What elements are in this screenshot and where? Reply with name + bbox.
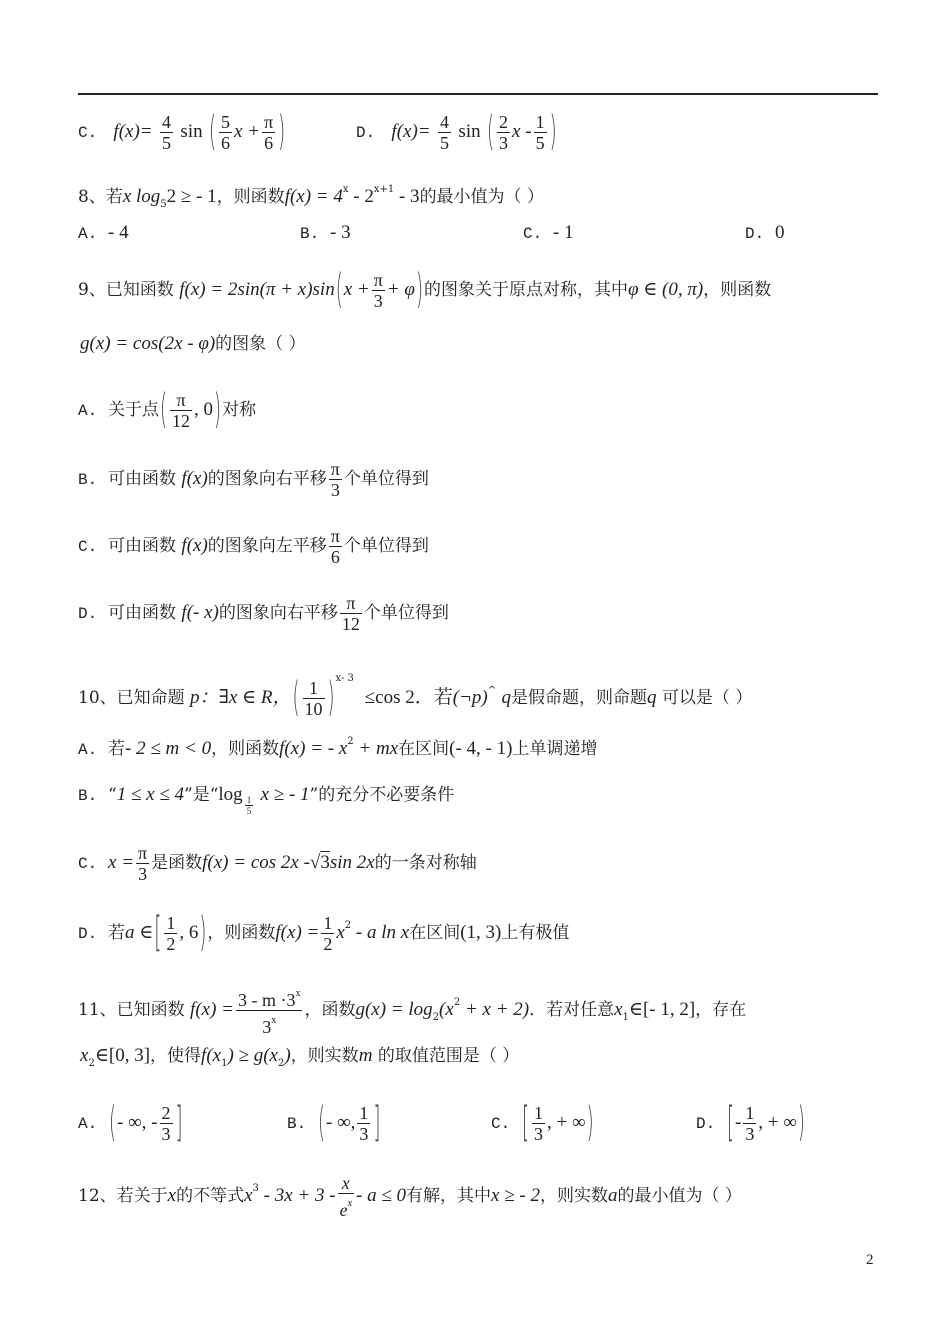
q9-stem-line2: g(x) = cos(2x - φ)的图象（ ） [80,333,306,354]
q11-option-c: C. [ $\frac{1}{3}$ , + ∞) [491,1098,594,1147]
q8-stem: 8、若x $\log_52$ ≥ - 1，则函数$f(x) = 4^x - 2^{x+1} - 3$的最小值为（ ） [78,184,544,210]
header-rule [78,93,878,95]
q11-option-b: B. (- ∞, $\frac{1}{3}$ ] [287,1098,381,1147]
q10-option-c: C. x = $\frac{\pi}{3}$ 是函数f(x) = cos 2x -√3sin 2x的一条对称轴 [78,843,477,884]
q11-stem: 11、已知函数 f(x) = $\frac{3 - m \cdot 3^x}{3^x}$ ，函数$g(x) = \log_2(x^2 + x + 2)$．若对任意$x_1\in[-$ 1, 2]，存在 [78,984,746,1037]
q9-option-d: D. 可由函数 f(- x)的图象向右平移 $\frac{\pi}{12}$ 个单位得到 [78,593,449,634]
q7-option-d: D. f(x)= $\frac{4}{5}$ sin ( $\frac{2}{3}$ x - $\frac{1}{5}$ ) [356,107,557,156]
q8-option-a: A. - 4 [78,222,129,243]
q9-option-b: B. 可由函数 f(x)的图象向右平移 $\frac{\pi}{3}$ 个单位得到 [78,459,429,500]
q9-stem: 9、已知函数 f(x) = 2sin(π + x)sin(x + $\frac{\pi}{3}$ + φ)的图象关于原点对称，其中φ ∈ (0, π)，则函数 [78,265,772,314]
q8-option-c: C. - 1 [523,222,574,243]
q7-option-c: C. f(x)= $\frac{4}{5}$ sin ( $\frac{5}{6}$ x + $\frac{\pi}{6}$ ) [78,107,286,156]
q10-stem: 10、已知命题 p：∃x ∈ R，( $\frac{1}{10}$ )$^{x- 3}$ ≤cos 2．若(¬p)^ q是假命题，则命题q 可以是（ ） [78,673,753,722]
q12-stem: 12、若关于x的不等式$x^3 - 3x + 3$ - $\frac{x}{e^x}$ - a ≤ 0有解，其中x ≥ - 2，则实数a的最小值为（ ） [78,1173,742,1220]
fraction: $\frac{4}{5}$ [162,112,172,153]
q9-option-a: A. 关于点( $\frac{\pi}{12}$ , 0)对称 [78,385,257,434]
q11-option-a: A. (- ∞, - $\frac{2}{3}$ ] [78,1098,183,1147]
q10-option-a: A. 若- 2 ≤ m < 0，则函数f(x) = - $x^2$ + mx在区间(- 4, - 1)上单调递增 [78,736,598,759]
q8-option-b: B. - 3 [300,222,351,243]
page-number: 2 [866,1252,874,1268]
q9-option-c: C. 可由函数 f(x)的图象向左平移 $\frac{\pi}{6}$ 个单位得到 [78,526,429,567]
q10-option-b: B. “1 ≤ x ≤ 4”是“log $\frac{1}{5}$ x ≥ - 1”的充分不必要条件 [78,784,455,816]
q11-stem-line2: $x_2\in[0$, 3]，使得$f(x_1) \ge g(x_2)$，则实数m 的取值范围是（ ） [80,1045,520,1069]
q8-option-d: D. 0 [745,222,785,243]
q10-option-d: D. 若a ∈[ $\frac{1}{2}$ , 6)，则函数f(x) = $\frac{1}{2}$ $x^2$ - a ln x在区间(1, 3)上有极值 [78,908,570,957]
q11-option-d: D. [- $\frac{1}{3}$ , + ∞) [696,1098,805,1147]
